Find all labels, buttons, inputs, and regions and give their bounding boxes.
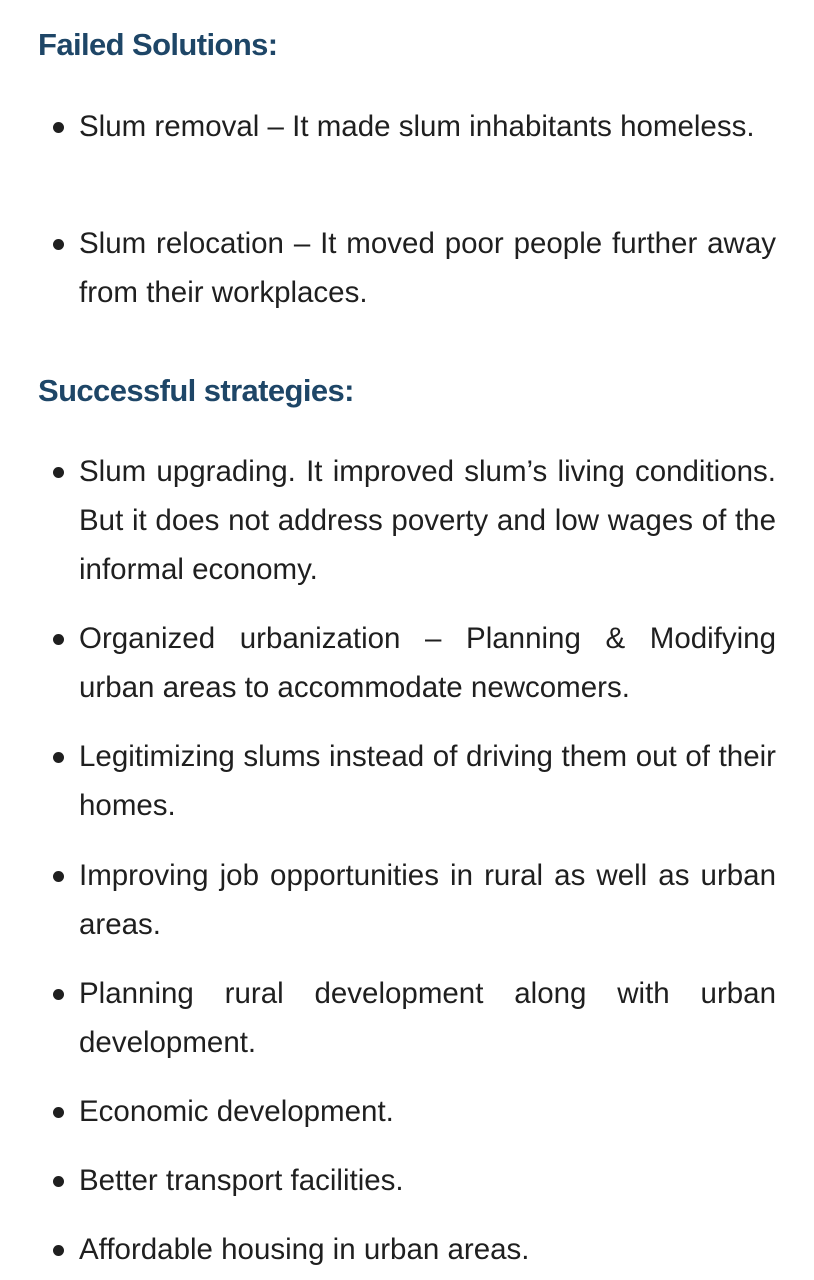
list-item-text: Better transport facilities. — [79, 1164, 404, 1197]
bullet-icon — [53, 989, 64, 1000]
bullet-icon — [53, 1245, 64, 1256]
bullet-icon — [53, 239, 64, 250]
bullet-icon — [53, 467, 64, 478]
bullet-icon — [53, 122, 64, 133]
bullet-icon — [53, 1176, 64, 1187]
list-item-text: Legitimizing slums instead of driving them out of their homes. — [79, 740, 776, 822]
bullet-icon — [53, 752, 64, 763]
list-item-text: Economic development. — [79, 1095, 394, 1128]
bullet-icon — [53, 871, 64, 882]
list-item-text: Slum relocation – It moved poor people further away from their workplaces. — [79, 227, 776, 309]
list-item-text: Organized urbanization – Planning & Modifying urban areas to accommodate newcomers. — [79, 622, 776, 704]
list-item-text: Affordable housing in urban areas. — [79, 1233, 530, 1266]
list-item-text: Planning rural development along with urban development. — [79, 977, 776, 1059]
failed-solutions-heading: Failed Solutions: — [38, 27, 278, 62]
list-item-text: Improving job opportunities in rural as well as urban areas. — [79, 859, 776, 941]
bullet-icon — [53, 1107, 64, 1118]
bullet-icon — [53, 634, 64, 645]
successful-strategies-heading: Successful strategies: — [38, 373, 354, 408]
list-item-text: Slum removal – It made slum inhabitants homeless. — [79, 110, 755, 143]
list-item-text: Slum upgrading. It improved slum’s living conditions. But it does not address poverty and low wages of the informal economy. — [79, 455, 776, 586]
